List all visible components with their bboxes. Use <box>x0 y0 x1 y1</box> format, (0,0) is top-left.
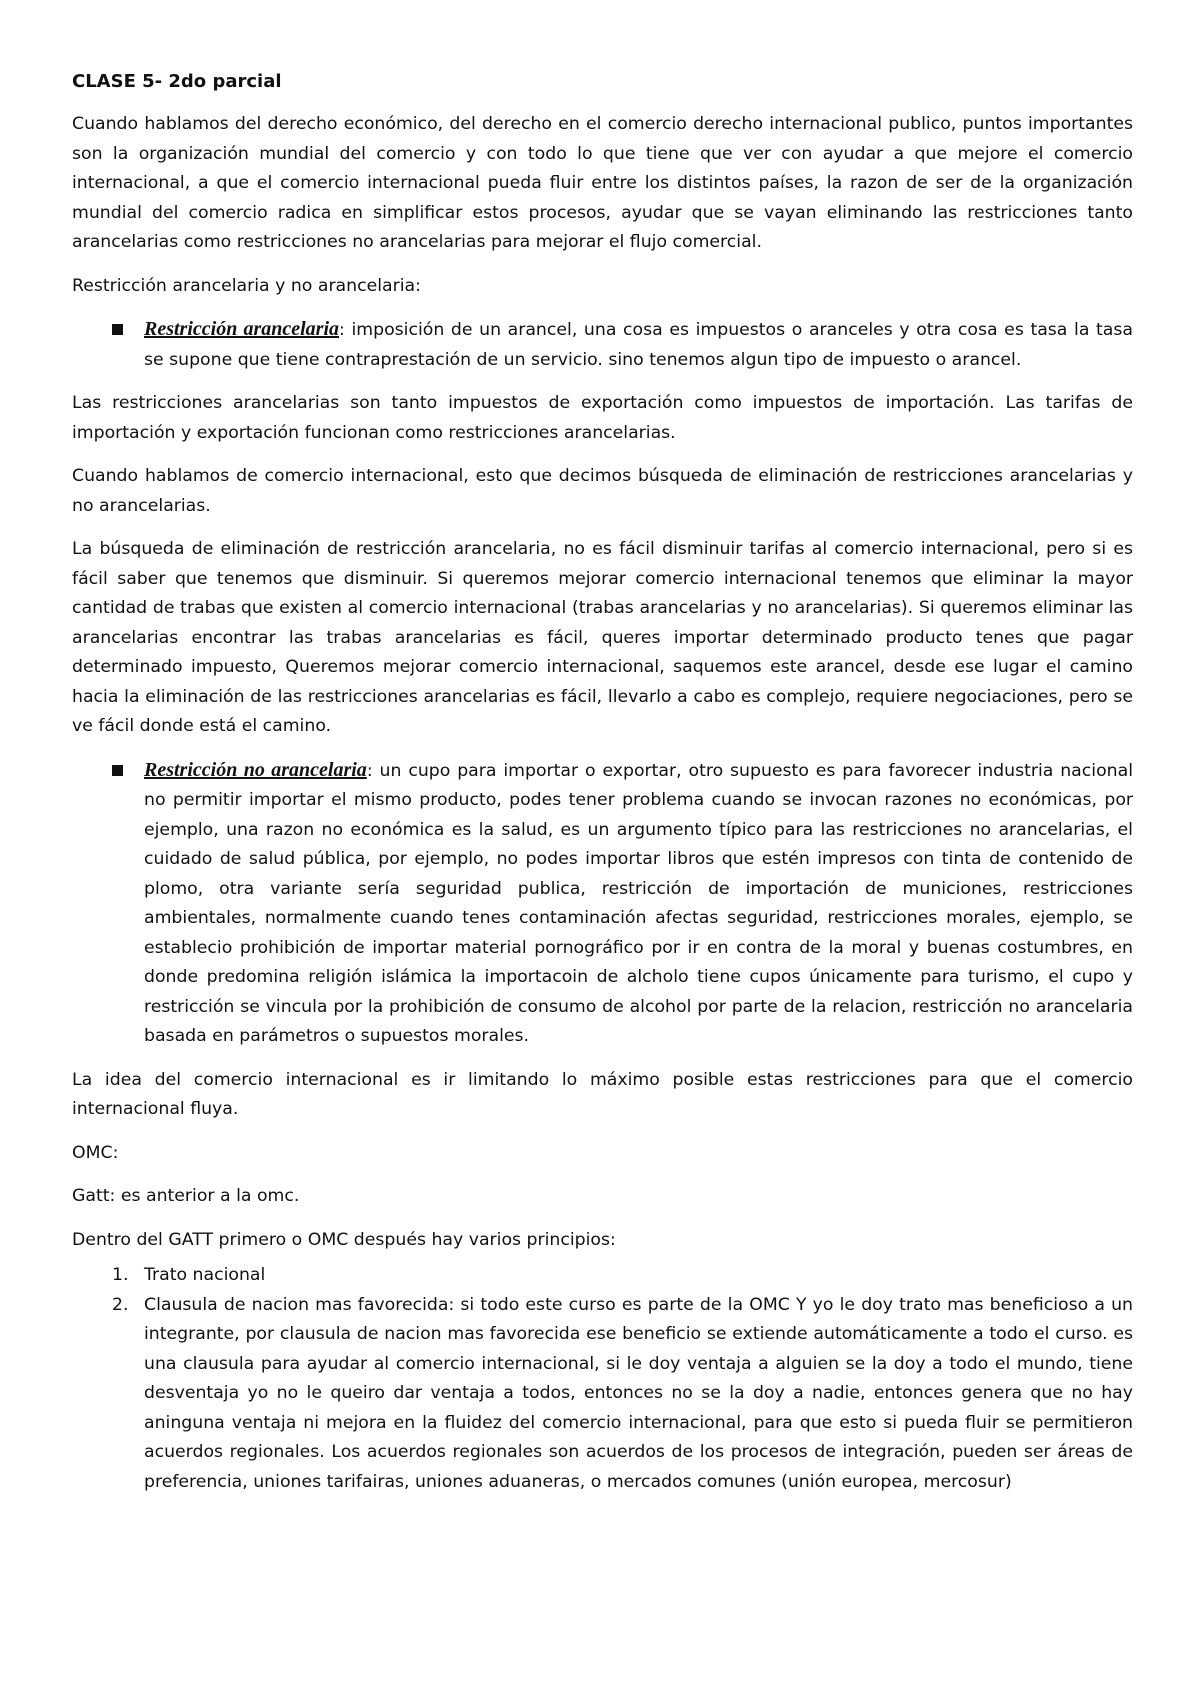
gatt-line: Gatt: es anterior a la omc. <box>72 1186 300 1206</box>
square-bullet-icon <box>112 765 123 776</box>
paragraph-international-trade: Cuando hablamos de comercio internacional, esto que decimos búsqueda de eliminación de restricciones arancelarias y no arancelarias. <box>72 466 1133 516</box>
intro-paragraph: Cuando hablamos del derecho económico, del derecho en el comercio derecho internacional publico, puntos importantes son la organización mundial del comercio y con todo lo que tiene que ver con ayudar a que mejore el comercio internacional, a que el comercio internacional pueda fluir entre los distintos países, la razon de ser de la organización mundial del comercio radica en simplificar estos procesos, ayudar que se vayan eliminando las restricciones tanto arancelarias como restricciones no arancelarias para mejorar el flujo comercial. <box>72 114 1133 252</box>
bullet-tariff-restriction <box>72 315 1133 375</box>
list-item <box>72 1261 1133 1291</box>
omc-heading: OMC: <box>72 1142 119 1163</box>
list-item-text: Trato nacional <box>144 1265 266 1285</box>
document-page <box>72 72 1133 1497</box>
term-non-tariff-restriction: Restricción no arancelaria <box>144 758 367 781</box>
paragraph-elimination-search: La búsqueda de eliminación de restricción arancelaria, no es fácil disminuir tarifas al comercio internacional, pero si es fácil saber que tenemos que disminuir. Si queremos mejorar comercio internacional tenemos que eliminar la mayor cantidad de trabas que existen al comercio internacional (trabas arancelarias y no arancelarias). Si queremos eliminar las arancelarias encontrar las trabas arancelarias es fácil, queres importar determinado producto tenes que pagar determinado impuesto, Queremos mejorar comercio internacional, saquemos este arancel, desde ese lugar el camino hacia la eliminación de las restricciones arancelarias es fácil, llevarlo a cabo es complejo, requiere negociaciones, pero se ve fácil donde está el camino. <box>72 539 1133 736</box>
square-bullet-icon <box>112 324 123 335</box>
bullet-non-tariff-restriction <box>72 756 1133 1052</box>
list-number: 1. <box>112 1265 129 1285</box>
list-item-text: Clausula de nacion mas favorecida: si todo este curso es parte de la OMC Y yo le doy trato mas beneficioso a un integrante, por clausula de nacion mas favorecida ese beneficio se extiende automáticamente a todo el curso. es una clausula para ayudar al comercio internacional, si le doy ventaja a alguien se la doy a todo el mundo, tiene desventaja yo no le queiro dar ventaja a todos, entonces no se la doy a nadie, entonces genera que no hay aninguna ventaja ni mejora en la fluidez del comercio internacional, para que esto si pueda fluir se permitieron acuerdos regionales. Los acuerdos regionales son acuerdos de los procesos de integración, pueden ser áreas de preferencia, uniones tarifairas, uniones aduaneras, o mercados comunes (unión europea, mercosur) <box>144 1294 1133 1492</box>
term-tariff-restriction: Restricción arancelaria <box>144 318 340 340</box>
paragraph-trade-idea: La idea del comercio internacional es ir limitando lo máximo posible estas restricciones para que el comercio internacional fluya. <box>72 1069 1133 1119</box>
list-number: 2. <box>112 1294 129 1315</box>
document-title: CLASE 5- 2do parcial <box>72 71 282 92</box>
subheading: Restricción arancelaria y no arancelaria: <box>72 275 421 296</box>
bullet-text: : imposición de un arancel, una cosa es impuestos o aranceles y otra cosa es tasa la tasa se supone que tiene contraprestación de un servicio. sino tenemos algun tipo de impuesto o arancel. <box>144 320 1133 370</box>
list-item <box>72 1291 1133 1498</box>
paragraph-tariff-types: Las restricciones arancelarias son tanto impuestos de exportación como impuestos de importación. Las tarifas de importación y exportación funcionan como restricciones arancelarias. <box>72 393 1133 443</box>
principles-list <box>72 1261 1133 1497</box>
principles-intro: Dentro del GATT primero o OMC después hay varios principios: <box>72 1229 616 1250</box>
bullet-text: : un cupo para importar o exportar, otro supuesto es para favorecer industria nacional no permitir importar el mismo producto, podes tener problema cuando se invocan razones no económicas, por ejemplo, una razon no económica es la salud, es un argumento típico para las restricciones no arancelarias, el cuidado de salud pública, por ejemplo, no podes importar libros que estén impresos con tinta de contenido de plomo, otra variante sería seguridad publica, restricción de importación de municiones, restricciones ambientales, normalmente cuando tenes contaminación afectas seguridad, restricciones morales, ejemplo, se establecio prohibición de importar material pornográfico por ir en contra de la moral y buenas costumbres, en donde predomina religión islámica la importacoin de alcholo tiene cupos únicamente para turismo, el cupo y restricción se vincula por la prohibición de consumo de alcohol por parte de la relacion, restricción no arancelaria basada en parámetros o supuestos morales. <box>144 760 1133 1046</box>
